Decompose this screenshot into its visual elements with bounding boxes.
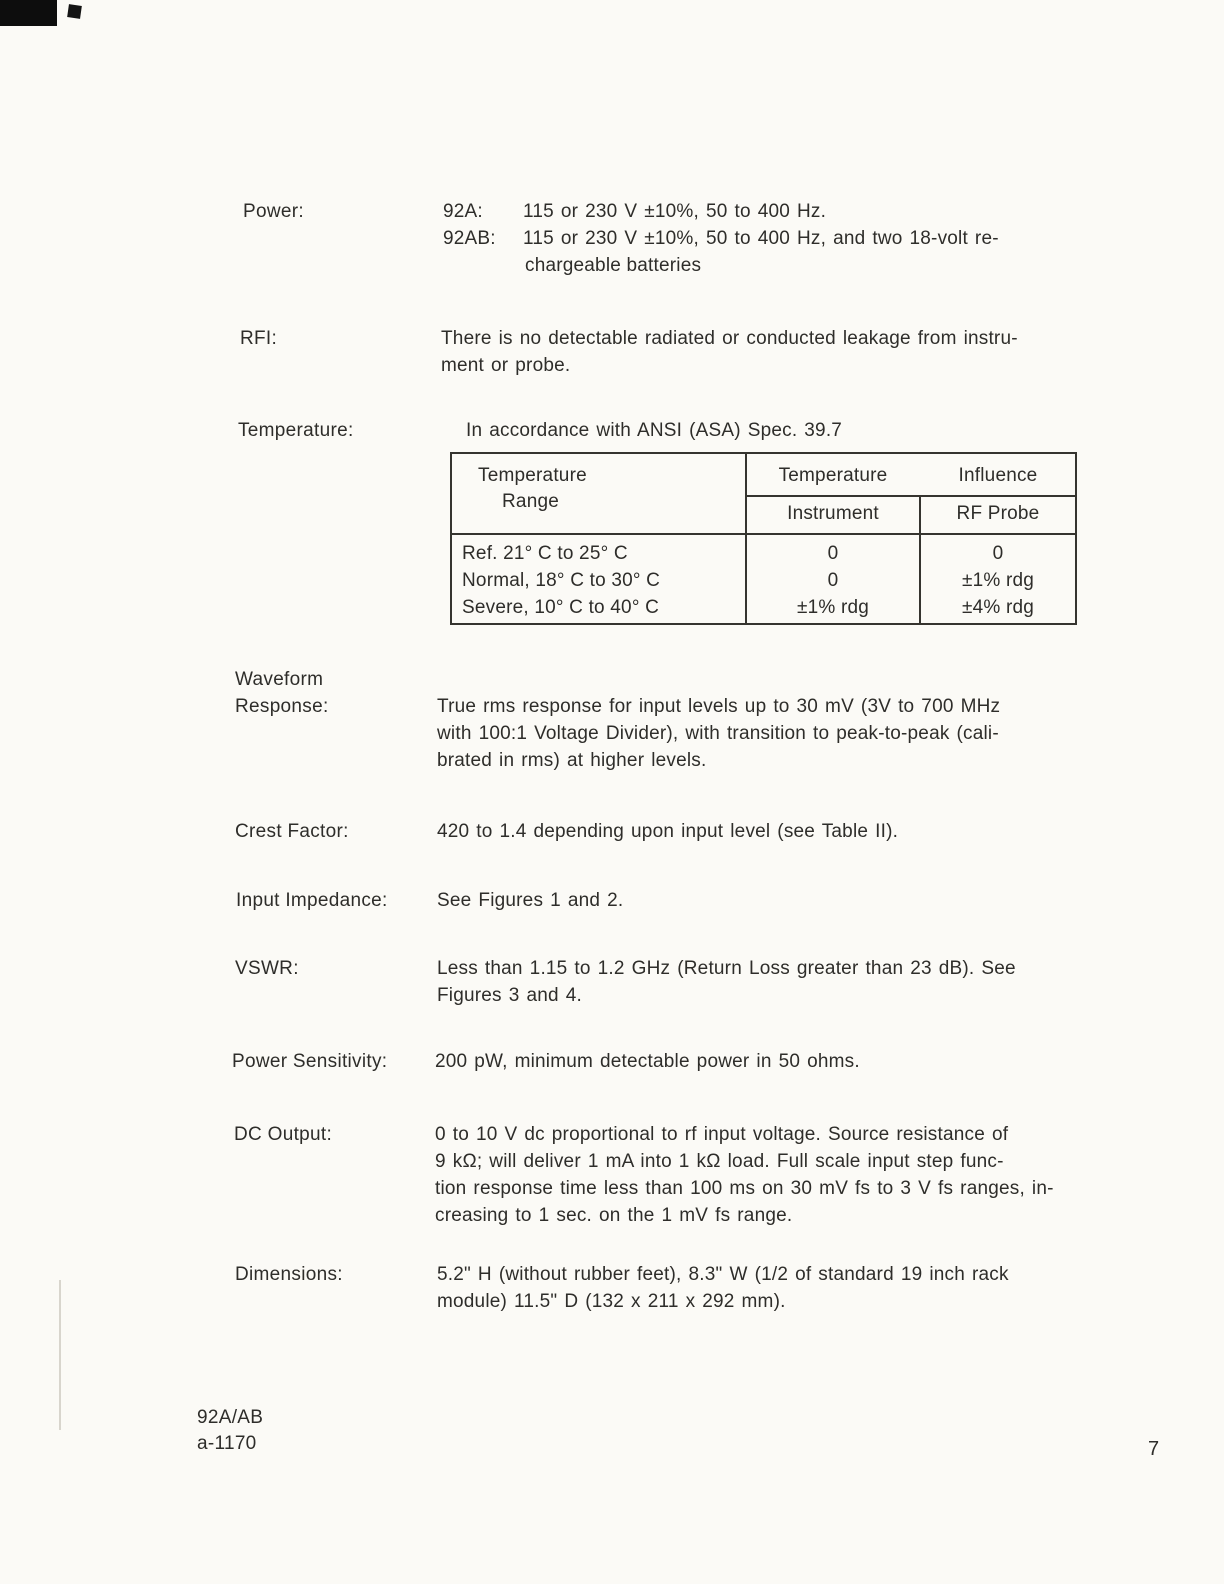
power-value-92a: 115 or 230 V ±10%, 50 to 400 Hz. xyxy=(523,201,827,222)
dc-output-line-2: 9 kΩ; will deliver 1 mA into 1 kΩ load. Full scale input step func- xyxy=(435,1151,1004,1172)
footer-doc-code: a-1170 xyxy=(197,1433,257,1454)
table-cell-instrument-1: 0 xyxy=(827,543,839,564)
rfi-line-2: ment or probe. xyxy=(441,355,571,376)
spec-label-vswr: VSWR: xyxy=(235,958,299,979)
spec-label-crest-factor: Crest Factor: xyxy=(235,821,349,842)
dimensions-line-2: module) 11.5" D (132 x 211 x 292 mm). xyxy=(437,1291,786,1312)
spec-content-rfi xyxy=(441,325,1018,379)
vswr-line-1: Less than 1.15 to 1.2 GHz (Return Loss greater than 23 dB). See xyxy=(437,958,1016,979)
table-header-instrument: Instrument xyxy=(787,503,879,524)
table-cell-rfprobe-2: ±1% rdg xyxy=(961,570,1035,591)
spec-label-dimensions: Dimensions: xyxy=(235,1264,343,1285)
dimensions-line-1: 5.2" H (without rubber feet), 8.3" W (1/2 of standard 19 inch rack xyxy=(437,1264,1009,1285)
table-divider xyxy=(745,454,747,623)
power-value-92ab: 115 or 230 V ±10%, 50 to 400 Hz, and two 18-volt re- xyxy=(523,228,999,249)
spec-content-power xyxy=(443,198,999,279)
vswr-line-2: Figures 3 and 4. xyxy=(437,985,583,1006)
scan-artifact-line xyxy=(59,1280,61,1430)
spec-label-waveform-2: Response: xyxy=(235,696,329,717)
spec-label-waveform-1: Waveform xyxy=(235,669,324,690)
power-model-92ab: 92AB: xyxy=(443,228,496,249)
power-model-92a: 92A: xyxy=(443,201,483,222)
spec-label-temperature: Temperature: xyxy=(238,420,354,441)
table-divider xyxy=(919,495,921,623)
table-cell-range-3: Severe, 10° C to 40° C xyxy=(462,597,660,618)
waveform-line-3: brated in rms) at higher levels. xyxy=(437,750,707,771)
table-header-range-2: Range xyxy=(502,491,559,512)
table-cell-instrument-3: ±1% rdg xyxy=(796,597,870,618)
dc-output-line-3: tion response time less than 100 ms on 30 mV fs to 3 V fs ranges, in- xyxy=(435,1178,1054,1199)
temperature-influence-table xyxy=(450,452,1077,625)
scan-artifact-mark xyxy=(0,0,57,26)
temperature-intro-line: In accordance with ANSI (ASA) Spec. 39.7 xyxy=(466,420,843,441)
spec-content-vswr xyxy=(437,955,1016,1009)
spec-content-dimensions xyxy=(437,1261,1009,1315)
footer-model: 92A/AB xyxy=(197,1407,264,1428)
scan-artifact-mark xyxy=(67,4,82,19)
table-cell-rfprobe-1: 0 xyxy=(992,543,1004,564)
spec-label-input-impedance: Input Impedance: xyxy=(236,890,388,911)
spec-content-input-impedance xyxy=(437,887,623,914)
spec-label-power-sensitivity: Power Sensitivity: xyxy=(232,1051,388,1072)
crest-factor-line-1: 420 to 1.4 depending upon input level (see Table II). xyxy=(437,821,899,842)
spec-content-power-sensitivity xyxy=(435,1048,860,1075)
power-value-92ab-continued: chargeable batteries xyxy=(525,255,702,276)
table-cell-range-2: Normal, 18° C to 30° C xyxy=(462,570,661,591)
spec-label-power: Power: xyxy=(243,201,304,222)
spec-content-dc-output xyxy=(435,1121,1054,1229)
table-divider xyxy=(745,495,1075,497)
dc-output-line-1: 0 to 10 V dc proportional to rf input voltage. Source resistance of xyxy=(435,1124,1009,1145)
table-header-temperature: Temperature xyxy=(778,465,888,486)
spec-label-rfi: RFI: xyxy=(240,328,278,349)
rfi-line-1: There is no detectable radiated or conducted leakage from instru- xyxy=(441,328,1018,349)
table-cell-range-1: Ref. 21° C to 25° C xyxy=(462,543,628,564)
page-number: 7 xyxy=(1148,1438,1160,1460)
table-header-range-1: Temperature xyxy=(478,465,587,486)
table-header-influence: Influence xyxy=(958,465,1038,486)
power-sensitivity-line-1: 200 pW, minimum detectable power in 50 ohms. xyxy=(435,1051,860,1072)
table-header-rf-probe: RF Probe xyxy=(956,503,1040,524)
spec-content-crest-factor xyxy=(437,818,898,845)
spec-label-dc-output: DC Output: xyxy=(234,1124,333,1145)
spec-content-waveform xyxy=(437,693,1000,774)
waveform-line-1: True rms response for input levels up to 30 mV (3V to 700 MHz xyxy=(437,696,1001,717)
dc-output-line-4: creasing to 1 sec. on the 1 mV fs range. xyxy=(435,1205,793,1226)
waveform-line-2: with 100:1 Voltage Divider), with transition to peak-to-peak (cali- xyxy=(437,723,999,744)
table-cell-instrument-2: 0 xyxy=(827,570,839,591)
input-impedance-line-1: See Figures 1 and 2. xyxy=(437,890,624,911)
table-divider xyxy=(452,533,1075,535)
table-cell-rfprobe-3: ±4% rdg xyxy=(961,597,1035,618)
temperature-intro xyxy=(466,417,842,444)
